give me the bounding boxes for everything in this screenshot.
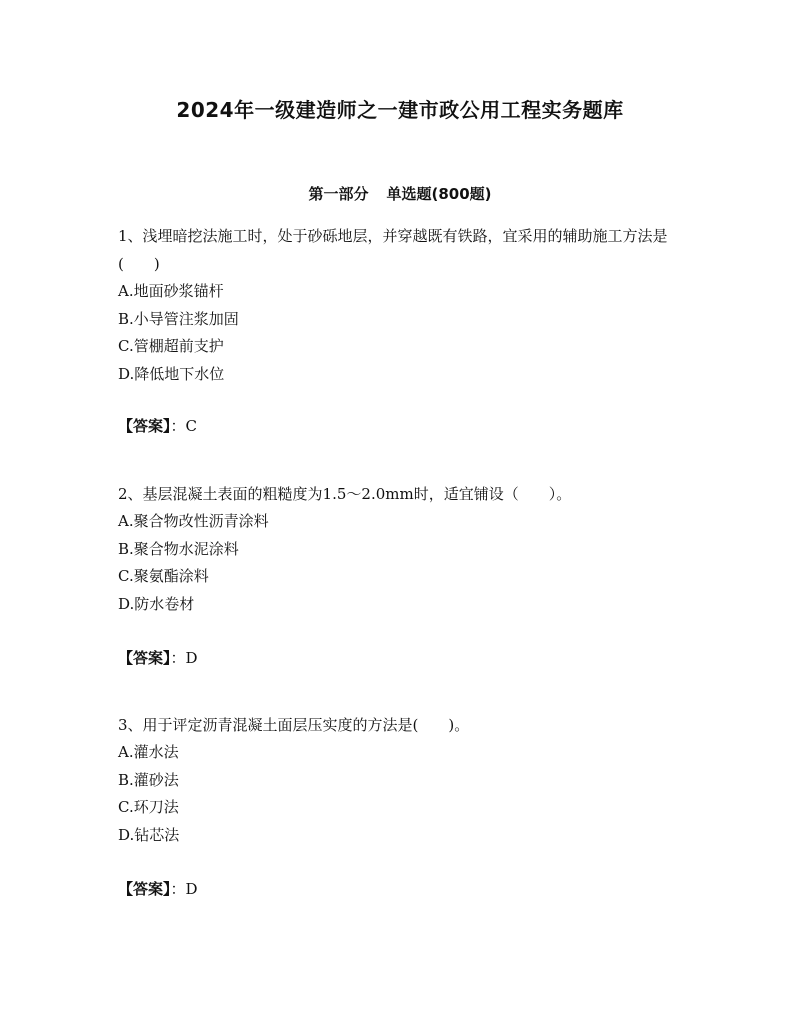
answer-separator: ： <box>170 880 186 898</box>
option-a: A.地面砂浆锚杆 <box>118 282 224 300</box>
answer-value: C <box>185 417 198 435</box>
question-stem: 3、用于评定沥青混凝土面层压实度的方法是( )。 <box>118 716 470 734</box>
answer-separator: ： <box>170 649 186 667</box>
answer-3 <box>118 878 198 899</box>
answer-label: 【答案】 <box>118 649 171 667</box>
section-heading <box>0 183 800 204</box>
option-c: C.聚氨酯涂料 <box>118 567 209 585</box>
option-d: D.降低地下水位 <box>118 364 225 383</box>
option-b: B.聚合物水泥涂料 <box>118 539 239 558</box>
question-2 <box>118 480 698 618</box>
question-3 <box>118 711 698 849</box>
option-c: C.环刀法 <box>118 798 179 816</box>
option-list <box>118 278 698 388</box>
option-d: D.钻芯法 <box>118 825 180 844</box>
answer-value: D <box>185 649 198 667</box>
option-a: A.聚合物改性沥青涂料 <box>118 512 269 530</box>
section-part: 第一部分 <box>308 185 369 203</box>
option-b: B.灌砂法 <box>118 770 179 789</box>
answer-separator: ： <box>170 417 186 435</box>
option-d: D.防水卷材 <box>118 594 195 613</box>
option-b: B.小导管注浆加固 <box>118 309 239 328</box>
option-list <box>118 508 698 618</box>
option-c: C.管棚超前支护 <box>118 337 224 355</box>
option-a: A.灌水法 <box>118 743 179 761</box>
answer-1 <box>118 415 197 436</box>
question-stem: 2、基层混凝土表面的粗糙度为1.5～2.0mm时，适宜铺设（ ）。 <box>118 485 572 503</box>
document-title: 2024年一级建造师之一建市政公用工程实务题库 <box>176 98 624 122</box>
option-list <box>118 739 698 849</box>
answer-value: D <box>185 880 198 898</box>
answer-2 <box>118 647 198 668</box>
answer-label: 【答案】 <box>118 417 171 435</box>
question-stem: 1、浅埋暗挖法施工时，处于砂砾地层，并穿越既有铁路，宜采用的辅助施工方法是( ) <box>118 227 668 273</box>
section-name: 单选题(800题) <box>386 185 492 203</box>
answer-label: 【答案】 <box>118 880 171 898</box>
question-1 <box>118 222 698 388</box>
